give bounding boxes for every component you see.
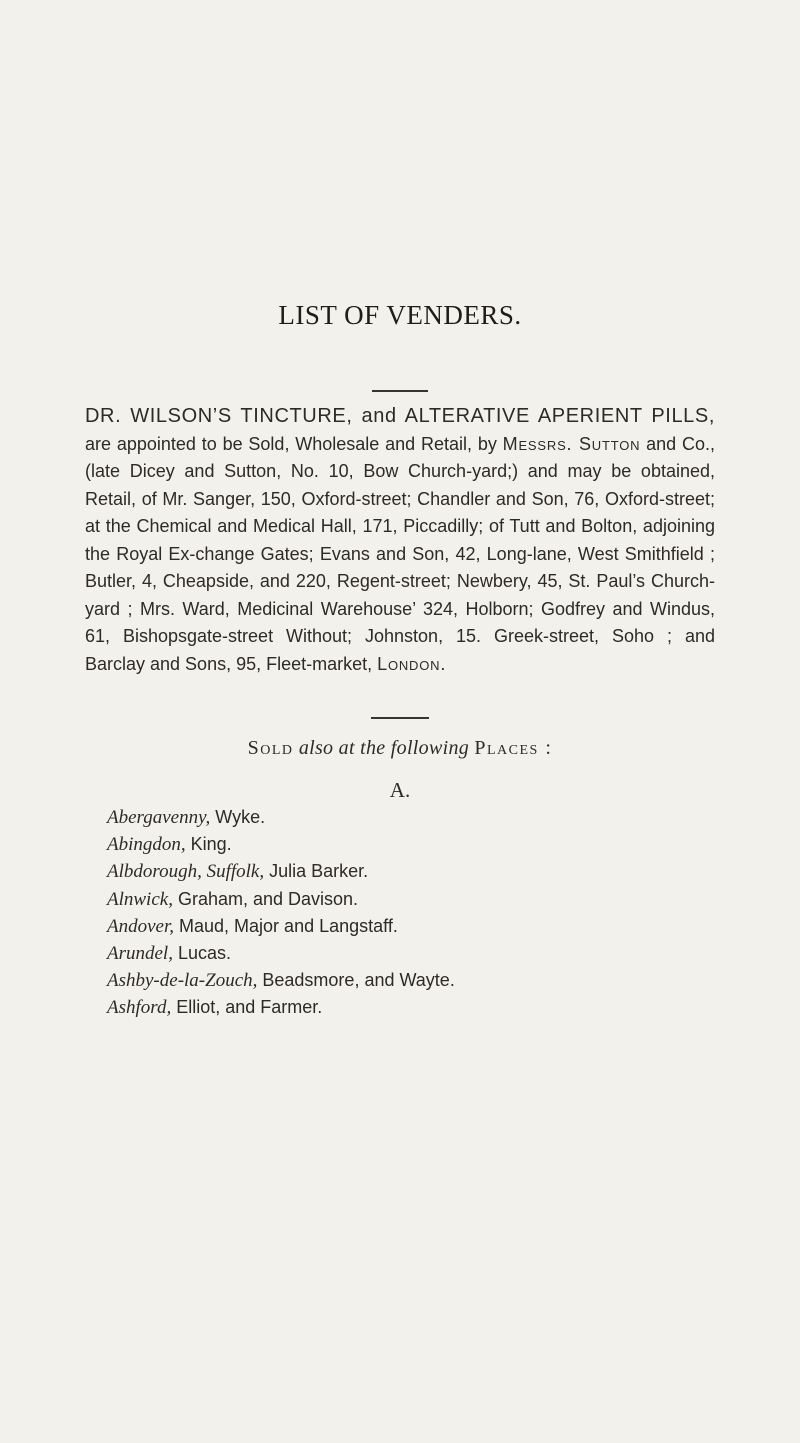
list-item [107,940,707,967]
place-town: Abergavenny, [107,807,211,828]
place-vendors: Wyke. [210,807,266,827]
section-letter: A. [389,778,411,802]
place-town: Arundel, [107,943,173,965]
notice-london: London. [377,653,447,674]
sold-also: also [298,737,334,759]
page-title: LIST OF VENDERS. [278,300,522,330]
place-town: Ashford, [107,997,172,1019]
list-item [107,831,707,858]
notice-lead: DR. WILSON’S TINCTURE, and ALTERATIVE APERIENT PILLS, [85,405,715,427]
sold-following: following [390,737,470,759]
list-item [107,913,707,940]
place-vendors: Elliot, and Farmer. [171,997,323,1018]
list-item [107,858,707,885]
sold-places: Places : [474,737,553,759]
divider-rule [371,717,429,719]
place-vendors: Graham, and Davison. [172,888,359,909]
notice-text-1: are appointed to be Sold, Wholesale and Retail, by [85,433,503,454]
place-vendors: Maud, Major and Langstaff. [174,915,398,936]
sold-word: Sold [247,737,294,759]
list-item [107,804,707,831]
place-town: Alnwick, [107,888,173,910]
place-town: Albdorough, Suffolk, [107,861,265,883]
list-item [107,967,707,994]
place-vendors: Beadsmore, and Wayte. [257,970,455,991]
sold-heading [0,737,800,760]
place-town: Abingdon, [107,834,186,856]
notice-text-2: and Co., (late Dicey and Sutton, No. 10, Bow Church-yard;) and may be obtained, Retail, of Mr. Sanger, 150, Oxford-street; Chandler and Son, 76, Oxford-street; at the Chemical and Medical Hall, 171, Piccadilly; of Tutt and Bolton, adjoining the Royal Ex-change Gates; Evans and Son, 42, Long-lane, West Smithfield ; Butler, 4, Cheapside, and 220, Regent-street; Newbery, 45, St. Paul’s Church-yard ; Mrs. Ward, Medicinal Warehouse’ 324, Holborn; Godfrey and Windus, 61, Bishopsgate-street Without; Johnston, 15. Greek-street, Soho ; and Barclay and Sons, 95, Fleet-market, [85,433,716,674]
list-item [107,994,707,1021]
list-item [107,886,707,913]
place-vendors: King. [185,834,232,855]
place-vendors: Julia Barker. [264,861,369,882]
place-town: Andover, [107,915,175,937]
place-vendors: Lucas. [172,943,232,964]
sold-at-the: at the [338,737,386,759]
notice-messrs: Messrs. Sutton [502,433,641,454]
divider-rule [372,390,428,392]
notice-paragraph [85,403,715,678]
places-list [107,804,707,1022]
place-town: Ashby-de-la-Zouch, [107,970,258,992]
